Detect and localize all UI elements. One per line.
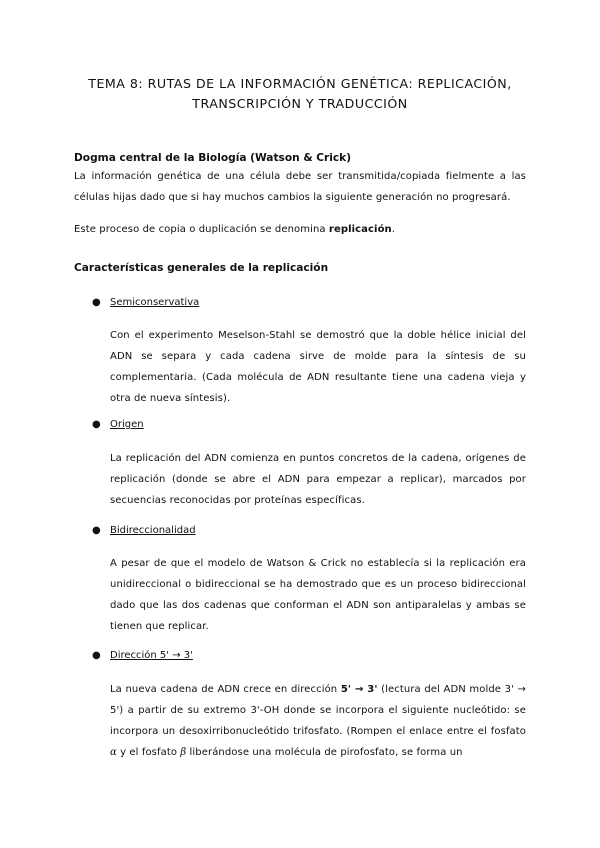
paragraph-dogma-2-end: . — [391, 224, 396, 235]
beta-symbol: β — [180, 747, 187, 758]
paragraph-origen: La replicación del ADN comienza en puntos concretos de la cadena, orígenes de replicación (donde se abre el ADN para empezar a replicar), marcados por secuencias reconocidas por proteínas específicas. — [110, 453, 526, 506]
paragraph-semiconservativa: Con el experimento Meselson-Stahl se demostró que la doble hélice inicial del ADN se separa y cada cadena sirve de molde para la síntesis de su complementaria. (Cada molécula de ADN resultante tiene una cadena vieja y otra de nueva síntesis). — [110, 330, 526, 404]
keyword-replicacion: replicación — [328, 224, 392, 235]
direccion-text-a: La nueva cadena de ADN crece en dirección — [110, 684, 341, 695]
bullet-label-semiconservativa: Semiconservativa — [110, 297, 200, 308]
bullet-icon: ● — [92, 525, 101, 536]
direccion-text-d: y el fosfato — [116, 747, 181, 758]
bullet-icon: ● — [92, 650, 101, 661]
bullet-icon: ● — [92, 419, 101, 430]
paragraph-direccion — [110, 679, 526, 763]
section-heading-dogma: Dogma central de la Biología (Watson & Crick) — [74, 152, 352, 164]
bullet-label-bidireccionalidad: Bidireccionalidad — [110, 525, 196, 536]
direccion-text-e: liberándose una molécula de pirofosfato, se forma un — [186, 747, 463, 758]
paragraph-dogma-2-start: Este proceso de copia o duplicación se denomina — [74, 224, 329, 235]
title-line-1: TEMA 8: RUTAS DE LA INFORMACIÓN GENÉTICA: REPLICACIÓN, — [88, 76, 512, 91]
page-title — [60, 74, 540, 114]
paragraph-dogma-2 — [74, 219, 526, 240]
bullet-icon: ● — [92, 297, 101, 308]
direccion-bold: 5' → 3' — [340, 684, 378, 695]
section-heading-features: Características generales de la replicación — [74, 262, 329, 274]
bullet-label-origen: Origen — [110, 419, 144, 430]
bullet-label-direccion: Dirección 5' → 3' — [110, 650, 193, 661]
paragraph-bidireccionalidad: A pesar de que el modelo de Watson & Crick no establecía si la replicación era unidireccional o bidireccional se ha demostrado que es un proceso bidireccional dado que las dos cadenas que conforman el ADN son antiparalelas y ambas se tienen que replicar. — [110, 558, 526, 632]
direccion-text-c: (lectura del ADN molde 3' → 5') a partir de su extremo 3'-OH donde se incorpora el siguiente nucleótido: se incorpora un desoxirribonucleótido trifosfato. (Rompen el enlace entre el fosfato — [110, 684, 526, 737]
alpha-symbol: α — [110, 747, 117, 758]
title-line-2: TRANSCRIPCIÓN Y TRADUCCIÓN — [192, 96, 408, 111]
paragraph-dogma-1: La información genética de una célula debe ser transmitida/copiada fielmente a las células hijas dado que si hay muchos cambios la siguiente generación no progresará. — [74, 171, 526, 203]
